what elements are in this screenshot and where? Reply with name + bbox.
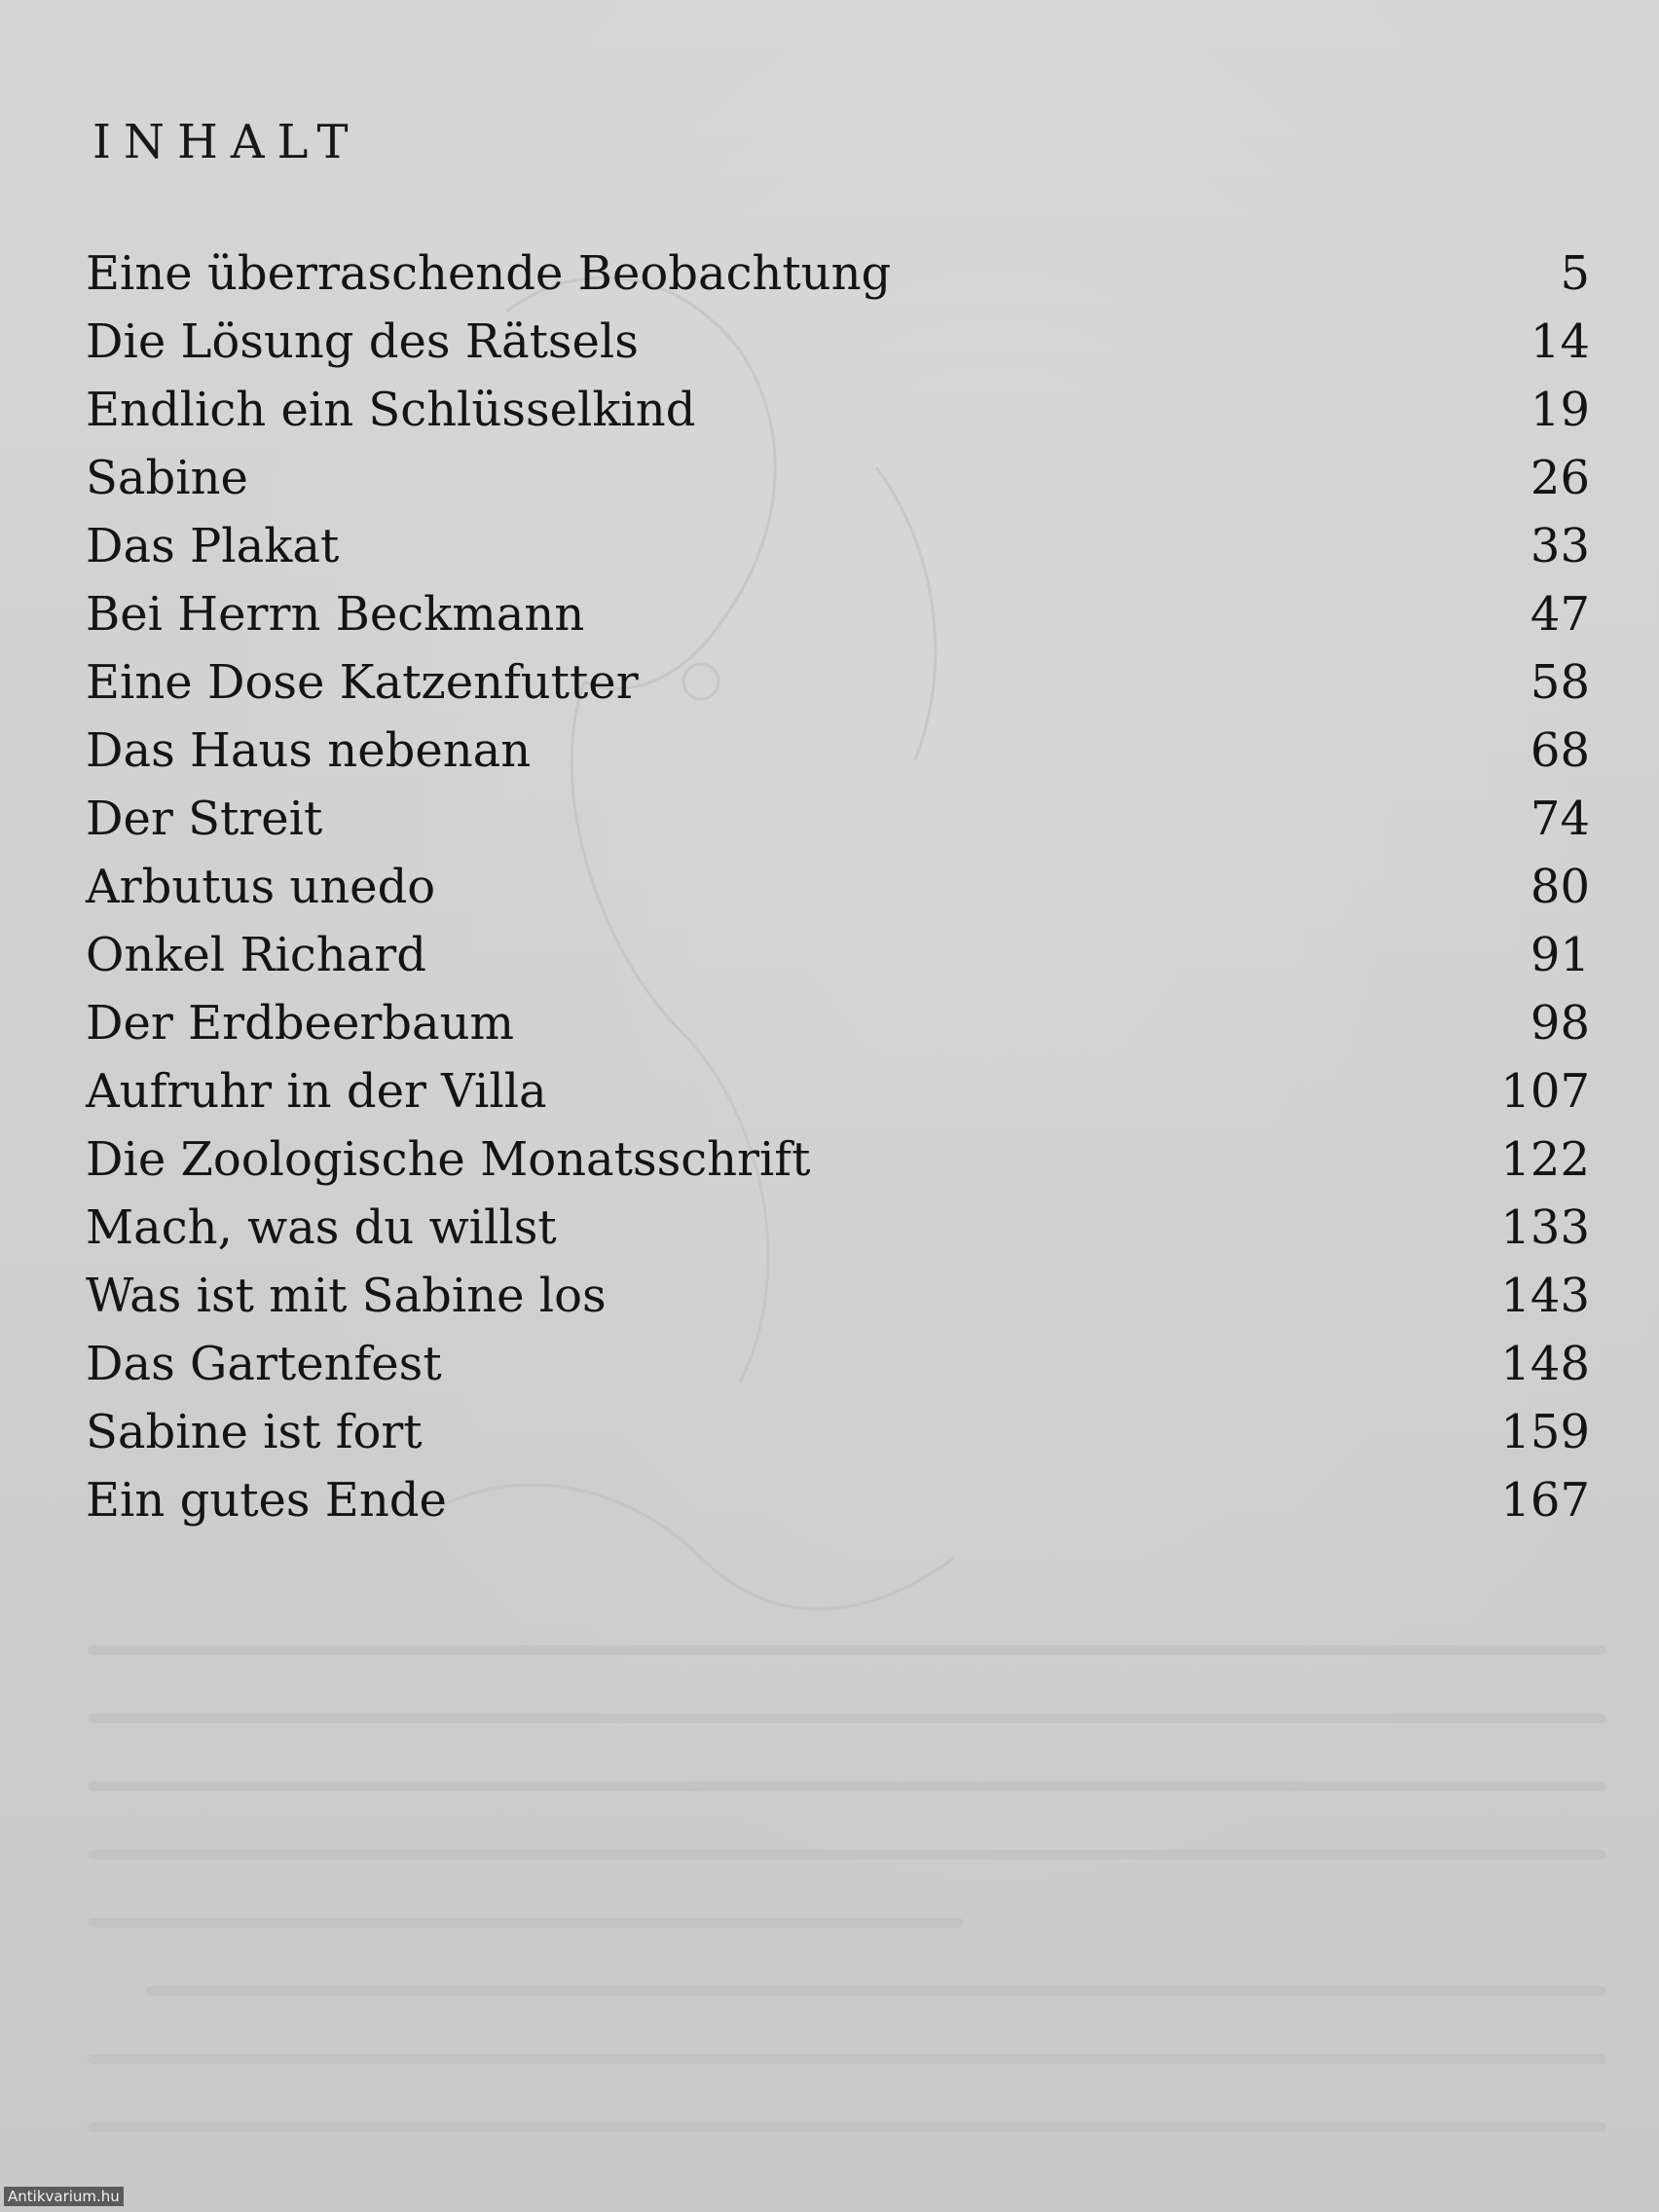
toc-entry	[86, 512, 1590, 580]
toc-entry	[86, 989, 1590, 1057]
toc-entry	[86, 921, 1590, 989]
chapter-title: Onkel Richard	[86, 928, 426, 982]
toc-entry	[86, 376, 1590, 444]
page-number: 14	[1530, 314, 1590, 369]
page-number: 80	[1530, 860, 1590, 914]
table-of-contents	[86, 240, 1590, 1534]
toc-entry	[86, 853, 1590, 921]
page-number: 5	[1560, 246, 1590, 301]
chapter-title: Der Streit	[86, 792, 323, 846]
page-number: 159	[1500, 1405, 1590, 1459]
chapter-title: Das Haus nebenan	[86, 723, 532, 778]
chapter-title: Aufruhr in der Villa	[86, 1064, 547, 1119]
chapter-title: Ein gutes Ende	[86, 1473, 447, 1528]
page-number: 167	[1500, 1473, 1590, 1528]
contents-heading: INHALT	[92, 115, 361, 169]
chapter-title: Eine überraschende Beobachtung	[86, 246, 892, 301]
chapter-title: Mach, was du willst	[86, 1200, 557, 1255]
chapter-title: Endlich ein Schlüsselkind	[86, 383, 696, 437]
page-number: 33	[1530, 519, 1590, 573]
page-number: 91	[1530, 928, 1590, 982]
chapter-title: Sabine ist fort	[86, 1405, 423, 1459]
chapter-title: Das Gartenfest	[86, 1337, 442, 1391]
toc-entry	[86, 444, 1590, 512]
page-number: 58	[1530, 655, 1590, 710]
chapter-title: Arbutus unedo	[86, 860, 436, 914]
toc-entry	[86, 240, 1590, 308]
toc-entry	[86, 717, 1590, 785]
page-number: 98	[1530, 996, 1590, 1051]
chapter-title: Der Erdbeerbaum	[86, 996, 515, 1051]
toc-entry	[86, 648, 1590, 717]
toc-entry	[86, 1125, 1590, 1194]
toc-entry	[86, 1398, 1590, 1466]
toc-entry	[86, 1262, 1590, 1330]
page-number: 148	[1500, 1337, 1590, 1391]
chapter-title: Was ist mit Sabine los	[86, 1269, 607, 1323]
chapter-title: Das Plakat	[86, 519, 340, 573]
page-number: 133	[1500, 1200, 1590, 1255]
toc-entry	[86, 580, 1590, 648]
toc-entry	[86, 1466, 1590, 1534]
toc-entry	[86, 785, 1590, 853]
watermark-label: Antikvarium.hu	[4, 2187, 124, 2206]
toc-entry	[86, 308, 1590, 376]
page-number: 74	[1530, 792, 1590, 846]
page-number: 107	[1500, 1064, 1590, 1119]
page-number: 26	[1530, 451, 1590, 505]
toc-entry	[86, 1330, 1590, 1398]
toc-entry	[86, 1194, 1590, 1262]
chapter-title: Eine Dose Katzenfutter	[86, 655, 639, 710]
chapter-title: Sabine	[86, 451, 248, 505]
chapter-title: Die Lösung des Rätsels	[86, 314, 639, 369]
page-number: 122	[1500, 1132, 1590, 1187]
show-through-text-lines	[88, 1645, 1606, 2132]
page-number: 19	[1530, 383, 1590, 437]
page-number: 143	[1500, 1269, 1590, 1323]
page-number: 68	[1530, 723, 1590, 778]
chapter-title: Die Zoologische Monatsschrift	[86, 1132, 811, 1187]
chapter-title: Bei Herrn Beckmann	[86, 587, 585, 642]
page-number: 47	[1530, 587, 1590, 642]
toc-entry	[86, 1057, 1590, 1125]
